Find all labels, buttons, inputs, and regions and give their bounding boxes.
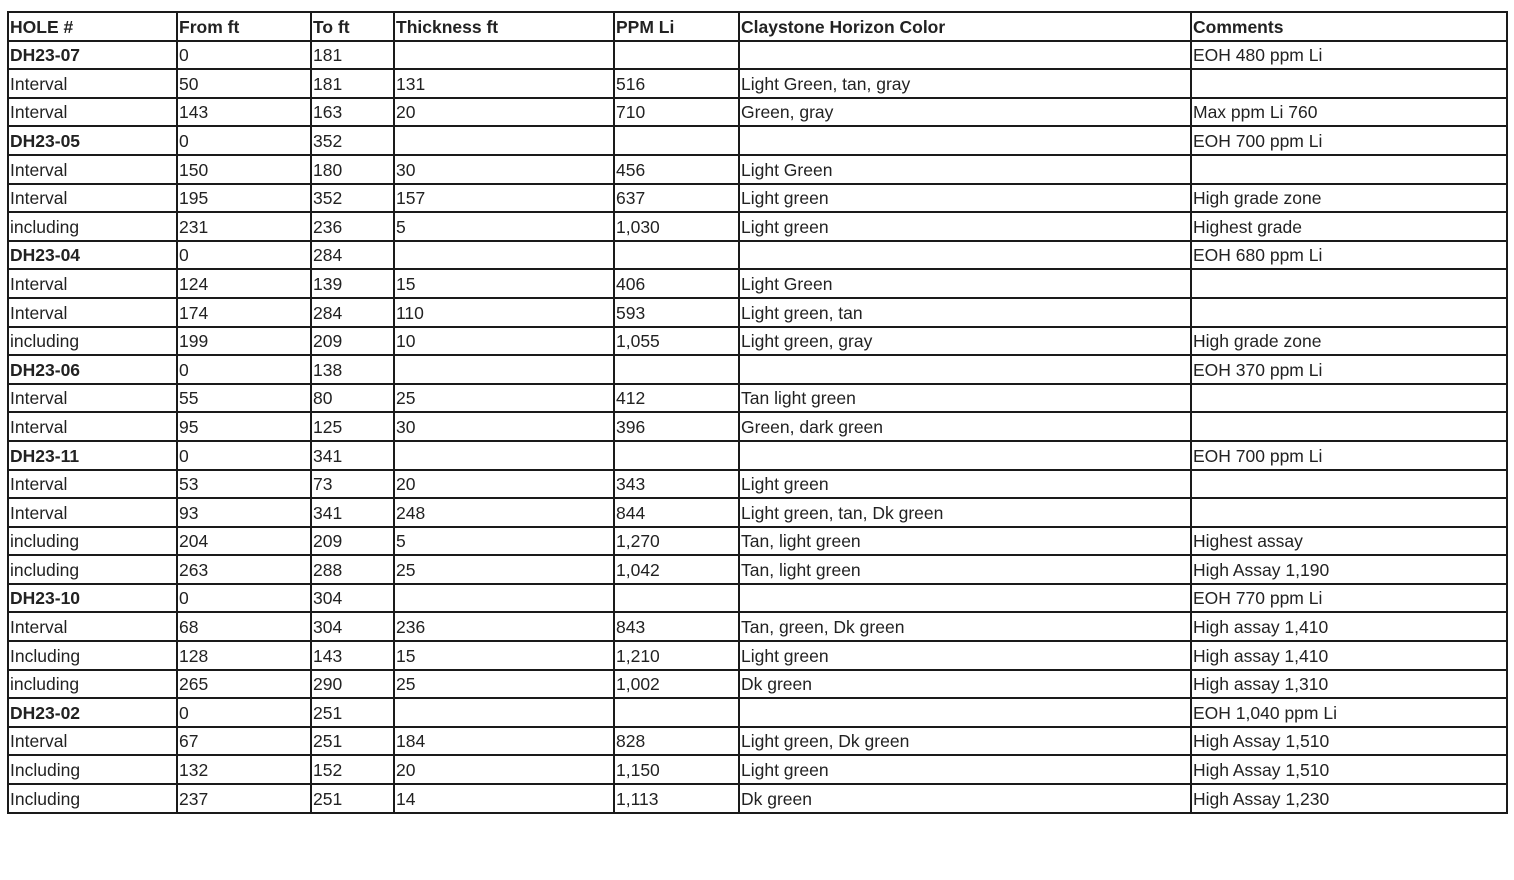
cell-to-ft: 125 <box>311 412 394 441</box>
table-row <box>8 412 1507 441</box>
table-header-row <box>8 12 1507 41</box>
cell-thickness-ft <box>394 241 614 270</box>
table-row <box>8 241 1507 270</box>
cell-ppm-li: 1,030 <box>614 212 739 241</box>
table-row <box>8 126 1507 155</box>
cell-hole: Including <box>8 641 177 670</box>
cell-ppm-li: 637 <box>614 184 739 213</box>
cell-comments: EOH 770 ppm Li <box>1191 584 1507 613</box>
cell-from-ft: 128 <box>177 641 311 670</box>
cell-to-ft: 352 <box>311 184 394 213</box>
cell-claystone-color: Light green, tan <box>739 298 1191 327</box>
cell-from-ft: 132 <box>177 755 311 784</box>
cell-thickness-ft: 184 <box>394 727 614 756</box>
cell-from-ft: 0 <box>177 698 311 727</box>
cell-thickness-ft: 20 <box>394 755 614 784</box>
cell-comments: Highest assay <box>1191 527 1507 556</box>
cell-hole: Interval <box>8 470 177 499</box>
cell-claystone-color: Dk green <box>739 784 1191 813</box>
cell-from-ft: 67 <box>177 727 311 756</box>
cell-comments: High Assay 1,510 <box>1191 727 1507 756</box>
cell-to-ft: 209 <box>311 327 394 356</box>
cell-to-ft: 284 <box>311 241 394 270</box>
cell-from-ft: 68 <box>177 612 311 641</box>
cell-thickness-ft: 30 <box>394 155 614 184</box>
cell-comments: EOH 370 ppm Li <box>1191 355 1507 384</box>
cell-hole: Interval <box>8 69 177 98</box>
cell-to-ft: 341 <box>311 498 394 527</box>
cell-from-ft: 199 <box>177 327 311 356</box>
cell-comments <box>1191 298 1507 327</box>
cell-hole: DH23-02 <box>8 698 177 727</box>
table-row <box>8 155 1507 184</box>
cell-comments: High Assay 1,510 <box>1191 755 1507 784</box>
cell-from-ft: 0 <box>177 41 311 70</box>
header-comments: Comments <box>1191 12 1507 41</box>
cell-thickness-ft: 131 <box>394 69 614 98</box>
table-row <box>8 470 1507 499</box>
cell-to-ft: 80 <box>311 384 394 413</box>
cell-thickness-ft: 30 <box>394 412 614 441</box>
cell-ppm-li: 343 <box>614 470 739 499</box>
cell-thickness-ft <box>394 698 614 727</box>
table-row <box>8 527 1507 556</box>
cell-ppm-li: 412 <box>614 384 739 413</box>
cell-hole: including <box>8 555 177 584</box>
cell-thickness-ft <box>394 441 614 470</box>
header-from-ft: From ft <box>177 12 311 41</box>
cell-thickness-ft: 15 <box>394 641 614 670</box>
table-row <box>8 69 1507 98</box>
cell-hole: including <box>8 212 177 241</box>
table-row <box>8 441 1507 470</box>
cell-hole: including <box>8 670 177 699</box>
cell-hole: including <box>8 327 177 356</box>
cell-from-ft: 0 <box>177 241 311 270</box>
cell-claystone-color: Light Green, tan, gray <box>739 69 1191 98</box>
cell-from-ft: 53 <box>177 470 311 499</box>
cell-claystone-color: Light green <box>739 755 1191 784</box>
cell-to-ft: 138 <box>311 355 394 384</box>
cell-to-ft: 143 <box>311 641 394 670</box>
cell-from-ft: 124 <box>177 269 311 298</box>
table-row <box>8 555 1507 584</box>
header-ppm-li: PPM Li <box>614 12 739 41</box>
cell-to-ft: 290 <box>311 670 394 699</box>
table-row <box>8 584 1507 613</box>
cell-hole: Interval <box>8 184 177 213</box>
cell-comments: High assay 1,410 <box>1191 612 1507 641</box>
table-row <box>8 327 1507 356</box>
cell-from-ft: 0 <box>177 355 311 384</box>
cell-from-ft: 55 <box>177 384 311 413</box>
cell-claystone-color: Light green, tan, Dk green <box>739 498 1191 527</box>
cell-to-ft: 163 <box>311 98 394 127</box>
cell-ppm-li: 406 <box>614 269 739 298</box>
cell-hole: DH23-06 <box>8 355 177 384</box>
cell-comments <box>1191 69 1507 98</box>
cell-comments <box>1191 384 1507 413</box>
cell-thickness-ft: 5 <box>394 212 614 241</box>
cell-ppm-li: 1,150 <box>614 755 739 784</box>
table-row <box>8 755 1507 784</box>
cell-ppm-li: 456 <box>614 155 739 184</box>
cell-thickness-ft: 236 <box>394 612 614 641</box>
cell-claystone-color: Tan, light green <box>739 555 1191 584</box>
cell-thickness-ft: 15 <box>394 269 614 298</box>
cell-comments <box>1191 412 1507 441</box>
cell-thickness-ft: 25 <box>394 670 614 699</box>
cell-ppm-li <box>614 41 739 70</box>
cell-ppm-li: 844 <box>614 498 739 527</box>
cell-claystone-color <box>739 126 1191 155</box>
cell-claystone-color: Light green <box>739 184 1191 213</box>
cell-ppm-li <box>614 584 739 613</box>
cell-from-ft: 265 <box>177 670 311 699</box>
cell-hole: DH23-04 <box>8 241 177 270</box>
header-claystone-color: Claystone Horizon Color <box>739 12 1191 41</box>
cell-comments: EOH 700 ppm Li <box>1191 126 1507 155</box>
cell-comments: High assay 1,310 <box>1191 670 1507 699</box>
cell-thickness-ft: 20 <box>394 98 614 127</box>
cell-comments <box>1191 470 1507 499</box>
table-row <box>8 269 1507 298</box>
table-row <box>8 670 1507 699</box>
cell-claystone-color <box>739 584 1191 613</box>
cell-ppm-li <box>614 126 739 155</box>
cell-hole: DH23-07 <box>8 41 177 70</box>
cell-from-ft: 143 <box>177 98 311 127</box>
cell-ppm-li: 1,270 <box>614 527 739 556</box>
cell-comments: EOH 700 ppm Li <box>1191 441 1507 470</box>
header-to-ft: To ft <box>311 12 394 41</box>
cell-comments: High Assay 1,190 <box>1191 555 1507 584</box>
cell-hole: Interval <box>8 155 177 184</box>
cell-from-ft: 231 <box>177 212 311 241</box>
cell-to-ft: 152 <box>311 755 394 784</box>
table-row <box>8 41 1507 70</box>
cell-claystone-color: Light green <box>739 212 1191 241</box>
cell-hole: Including <box>8 755 177 784</box>
cell-claystone-color: Green, dark green <box>739 412 1191 441</box>
cell-ppm-li: 1,055 <box>614 327 739 356</box>
cell-to-ft: 180 <box>311 155 394 184</box>
table-row <box>8 384 1507 413</box>
cell-ppm-li: 1,113 <box>614 784 739 813</box>
cell-comments: High grade zone <box>1191 327 1507 356</box>
cell-claystone-color: Green, gray <box>739 98 1191 127</box>
cell-ppm-li <box>614 355 739 384</box>
table-body <box>8 41 1507 813</box>
cell-to-ft: 139 <box>311 269 394 298</box>
table-row <box>8 498 1507 527</box>
cell-thickness-ft <box>394 41 614 70</box>
cell-from-ft: 195 <box>177 184 311 213</box>
cell-thickness-ft: 157 <box>394 184 614 213</box>
cell-comments: EOH 680 ppm Li <box>1191 241 1507 270</box>
cell-thickness-ft <box>394 355 614 384</box>
cell-thickness-ft <box>394 126 614 155</box>
cell-from-ft: 204 <box>177 527 311 556</box>
cell-comments: Highest grade <box>1191 212 1507 241</box>
cell-ppm-li: 828 <box>614 727 739 756</box>
cell-hole: Interval <box>8 298 177 327</box>
cell-comments <box>1191 498 1507 527</box>
cell-comments <box>1191 269 1507 298</box>
cell-thickness-ft: 25 <box>394 384 614 413</box>
table-row <box>8 212 1507 241</box>
cell-from-ft: 263 <box>177 555 311 584</box>
table-row <box>8 612 1507 641</box>
cell-ppm-li <box>614 241 739 270</box>
cell-ppm-li: 1,210 <box>614 641 739 670</box>
cell-hole: Interval <box>8 498 177 527</box>
cell-claystone-color: Light green, gray <box>739 327 1191 356</box>
cell-comments: EOH 1,040 ppm Li <box>1191 698 1507 727</box>
cell-hole: Interval <box>8 384 177 413</box>
cell-from-ft: 174 <box>177 298 311 327</box>
cell-thickness-ft: 5 <box>394 527 614 556</box>
table-row <box>8 355 1507 384</box>
cell-to-ft: 352 <box>311 126 394 155</box>
cell-thickness-ft: 20 <box>394 470 614 499</box>
table-row <box>8 698 1507 727</box>
header-hole: HOLE # <box>8 12 177 41</box>
cell-claystone-color <box>739 41 1191 70</box>
cell-from-ft: 50 <box>177 69 311 98</box>
cell-claystone-color: Tan, light green <box>739 527 1191 556</box>
cell-comments: High assay 1,410 <box>1191 641 1507 670</box>
cell-to-ft: 236 <box>311 212 394 241</box>
table-row <box>8 727 1507 756</box>
cell-to-ft: 73 <box>311 470 394 499</box>
cell-ppm-li: 1,002 <box>614 670 739 699</box>
table-row <box>8 784 1507 813</box>
cell-to-ft: 304 <box>311 612 394 641</box>
cell-claystone-color: Light green, Dk green <box>739 727 1191 756</box>
cell-hole: Including <box>8 784 177 813</box>
cell-thickness-ft: 248 <box>394 498 614 527</box>
cell-hole: DH23-05 <box>8 126 177 155</box>
cell-ppm-li <box>614 698 739 727</box>
drill-results-table <box>7 11 1508 814</box>
cell-thickness-ft: 110 <box>394 298 614 327</box>
cell-to-ft: 181 <box>311 69 394 98</box>
cell-to-ft: 251 <box>311 784 394 813</box>
cell-to-ft: 341 <box>311 441 394 470</box>
drill-results-container <box>7 11 1507 814</box>
cell-to-ft: 251 <box>311 698 394 727</box>
cell-claystone-color <box>739 241 1191 270</box>
cell-comments: Max ppm Li 760 <box>1191 98 1507 127</box>
cell-thickness-ft: 25 <box>394 555 614 584</box>
cell-from-ft: 0 <box>177 584 311 613</box>
cell-to-ft: 304 <box>311 584 394 613</box>
cell-claystone-color: Dk green <box>739 670 1191 699</box>
cell-hole: Interval <box>8 98 177 127</box>
cell-claystone-color <box>739 355 1191 384</box>
table-row <box>8 98 1507 127</box>
cell-claystone-color <box>739 441 1191 470</box>
cell-hole: DH23-10 <box>8 584 177 613</box>
cell-claystone-color: Light green <box>739 470 1191 499</box>
cell-ppm-li: 1,042 <box>614 555 739 584</box>
cell-ppm-li: 516 <box>614 69 739 98</box>
cell-from-ft: 93 <box>177 498 311 527</box>
cell-thickness-ft <box>394 584 614 613</box>
cell-from-ft: 0 <box>177 126 311 155</box>
cell-comments: EOH 480 ppm Li <box>1191 41 1507 70</box>
cell-claystone-color: Tan light green <box>739 384 1191 413</box>
cell-to-ft: 181 <box>311 41 394 70</box>
cell-hole: Interval <box>8 412 177 441</box>
cell-hole: Interval <box>8 612 177 641</box>
cell-comments: High Assay 1,230 <box>1191 784 1507 813</box>
cell-to-ft: 284 <box>311 298 394 327</box>
cell-claystone-color <box>739 698 1191 727</box>
cell-claystone-color: Tan, green, Dk green <box>739 612 1191 641</box>
table-row <box>8 184 1507 213</box>
cell-comments: High grade zone <box>1191 184 1507 213</box>
cell-ppm-li: 710 <box>614 98 739 127</box>
cell-claystone-color: Light Green <box>739 155 1191 184</box>
cell-hole: DH23-11 <box>8 441 177 470</box>
cell-ppm-li: 843 <box>614 612 739 641</box>
cell-to-ft: 288 <box>311 555 394 584</box>
cell-ppm-li <box>614 441 739 470</box>
cell-claystone-color: Light Green <box>739 269 1191 298</box>
cell-ppm-li: 396 <box>614 412 739 441</box>
cell-ppm-li: 593 <box>614 298 739 327</box>
cell-from-ft: 150 <box>177 155 311 184</box>
cell-hole: Interval <box>8 727 177 756</box>
table-row <box>8 641 1507 670</box>
cell-hole: including <box>8 527 177 556</box>
cell-from-ft: 0 <box>177 441 311 470</box>
cell-thickness-ft: 10 <box>394 327 614 356</box>
cell-from-ft: 95 <box>177 412 311 441</box>
cell-hole: Interval <box>8 269 177 298</box>
cell-thickness-ft: 14 <box>394 784 614 813</box>
cell-to-ft: 209 <box>311 527 394 556</box>
cell-claystone-color: Light green <box>739 641 1191 670</box>
cell-from-ft: 237 <box>177 784 311 813</box>
cell-to-ft: 251 <box>311 727 394 756</box>
table-row <box>8 298 1507 327</box>
cell-comments <box>1191 155 1507 184</box>
header-thickness-ft: Thickness ft <box>394 12 614 41</box>
